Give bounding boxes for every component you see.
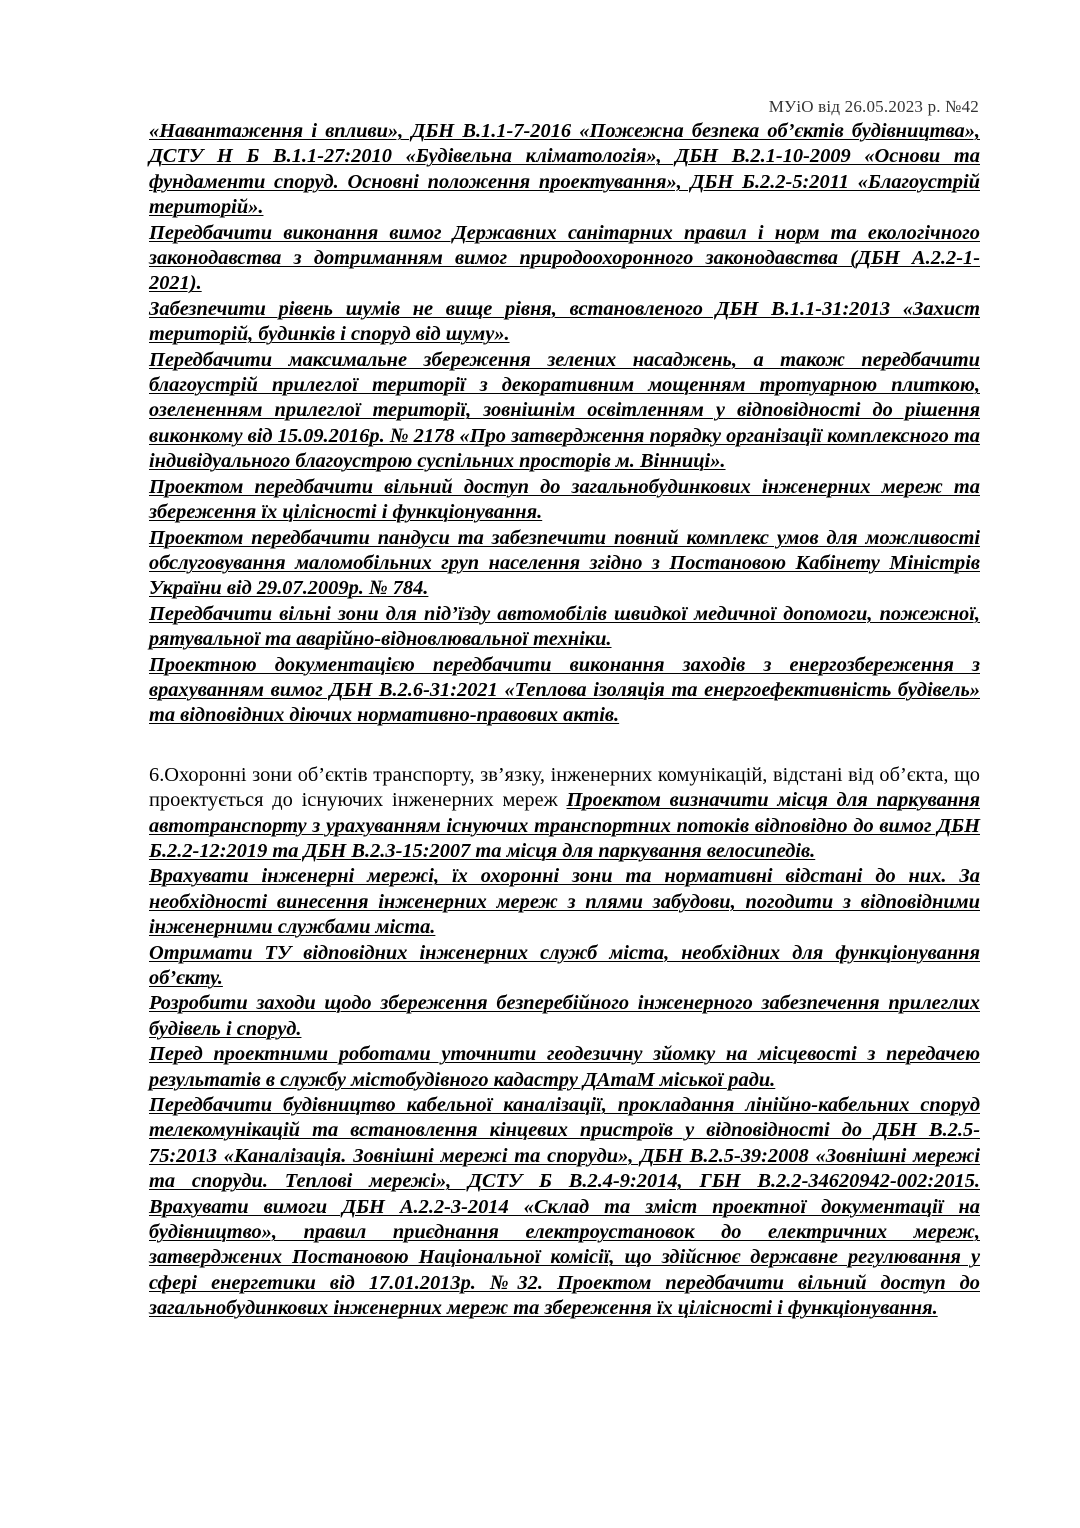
paragraph-cable-sewerage: Передбачити будівництво кабельної каналізації, прокладання лінійно-кабельних споруд телекомунікацій та встановлення кінцевих пристроїв у відповідності до ДБН В.2.5-75:2013 «Каналізація. Зовнішні мережі та споруди», ДБН В.2.5-39:2008 «Зовнішні мережі та споруди. Теплові мережі», ДСТУ Б В.2.4-9:2014, ГБН В.2.2-34620942-002:2015. Врахувати вимоги ДБН А.2.2-3-2014 «Склад та зміст проектної документації на будівництво», правил приєднання електроустановок до електричних мереж, затверджених Постановою Національної комісії, що здійснює державне регулювання у сфері енергетики від 17.01.2013р. №32. Проектом передбачити вільний доступ до загальнобудинкових інженерних мереж та збереження їх цілісності і функціонування. xyxy=(149,1094,980,1320)
document-reference-header: МУіО від 26.05.2023 р. №42 xyxy=(768,97,979,116)
paragraph-uninterrupted-supply: Розробити заходи щодо збереження безперебійного інженерного забезпечення прилеглих будівель і споруд. xyxy=(149,992,980,1040)
paragraph-emergency-access: Передбачити вільні зони для під’їзду автомобілів швидкої медичної допомоги, пожежної, рятувальної та аварійно-відновлювальної техніки. xyxy=(149,602,980,651)
section-6-title: 6.Охоронні зони об’єктів транспорту, зв’язку, інженерних комунікацій, відстані від об’єкта, що проектується до існуючих інженерних мереж xyxy=(149,763,980,812)
paragraph-noise: Забезпечити рівень шумів не вище рівня, встановленого ДБН В.1.1-31:2013 «Захист територій, будинків і споруд від шуму». xyxy=(149,297,980,346)
paragraph-network-access: Проектом передбачити вільний доступ до загальнобудинкових інженерних мереж та збереження їх цілісності і функціонування. xyxy=(149,475,980,524)
document-body xyxy=(149,119,980,1322)
paragraph-technical-conditions: Отримати ТУ відповідних інженерних служб міста, необхідних для функціонування об’єкту. xyxy=(149,941,980,989)
section-spacer xyxy=(149,729,980,763)
paragraph-energy: Проектною документацією передбачити виконання заходів з енергозбереження з врахуванням вимог ДБН В.2.6-31:2021 «Теплова ізоляція та енергоефективність будівель» та відповідних діючих нормативно-правових актів. xyxy=(149,653,980,727)
paragraph-protection-zones: Врахувати інженерні мережі, їх охоронні зони та нормативні відстані до них. За необхідності винесення інженерних мереж з плями забудови, погодити з відповідними інженерними службами міста. xyxy=(149,865,980,939)
paragraph-standards: «Навантаження і впливи», ДБН В.1.1-7-2016 «Пожежна безпека об’єктів будівництва», ДСТУ Н Б В.1.1-27:2010 «Будівельна кліматологія», ДБН В.2.1-10-2009 «Основи та фундаменти споруд. Основні положення проектування», ДБН Б.2.2-5:2011 «Благоустрій територій». xyxy=(149,120,980,219)
paragraph-geodetic-survey: Перед проектними роботами уточнити геодезичну зйомку на місцевості з передачею результатів в службу містобудівного кадастру ДАтаМ міської ради. xyxy=(149,1043,980,1091)
section-6-parking: Проектом визначити місця для паркування автотранспорту з урахуванням існуючих транспортних потоків відповідно до вимог ДБН Б.2.2-12:2019 та ДБН В.2.3-15:2007 та місця для паркування велосипедів. xyxy=(149,789,980,862)
section-6 xyxy=(149,763,980,865)
paragraph-greenery: Передбачити максимальне збереження зелених насаджень, а також передбачити благоустрій прилеглої території з декоративним мощенням тротуарною плиткою, озелененням прилеглої території, зовнішнім освітленням у відповідності до рішення виконкому від 15.09.2016р. № 2178 «Про затвердження порядку організації комплексного та індивідуального благоустрою суспільних просторів м. Вінниці». xyxy=(149,348,980,473)
paragraph-sanitary: Передбачити виконання вимог Державних санітарних правил і норм та екологічного законодавства з дотриманням вимог природоохоронного законодавства (ДБН А.2.2-1-2021). xyxy=(149,221,980,295)
paragraph-ramps: Проектом передбачити пандуси та забезпечити повний комплекс умов для можливості обслуговування маломобільних груп населення згідно з Постановою Кабінету Міністрів України від 29.07.2009р. № 784. xyxy=(149,526,980,600)
